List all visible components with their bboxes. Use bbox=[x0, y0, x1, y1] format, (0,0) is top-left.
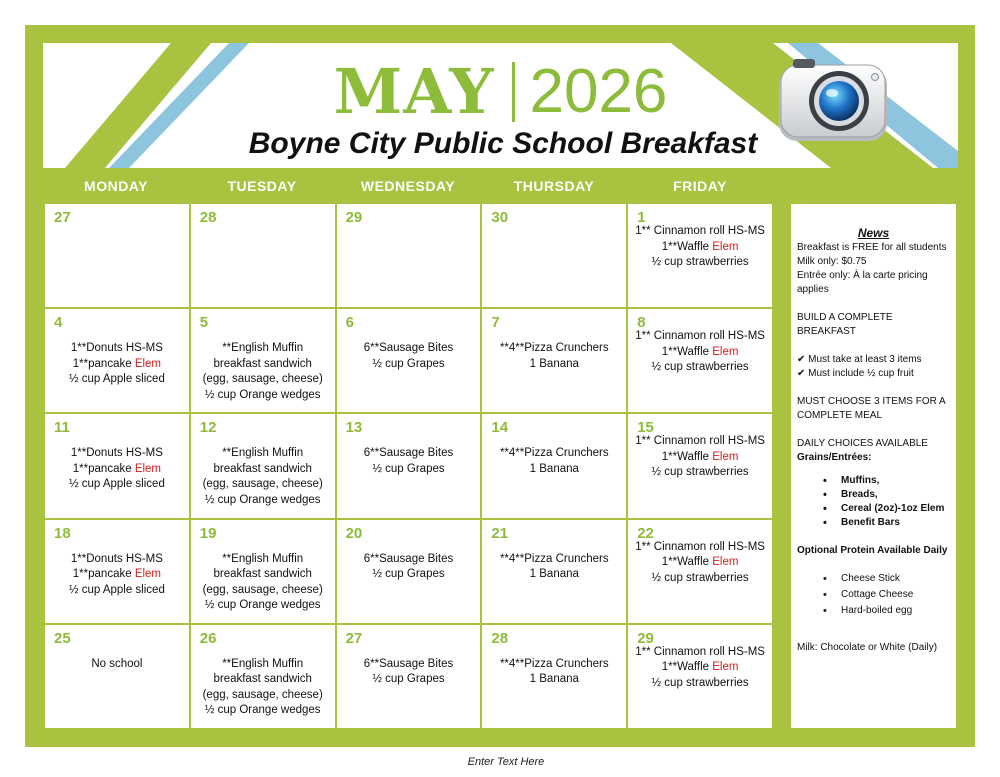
menu-line: 6**Sausage Bites bbox=[363, 447, 454, 460]
news-protein-heading: Optional Protein Available Daily bbox=[797, 545, 948, 556]
menu-items bbox=[482, 552, 626, 583]
menu-line: 1**Waffle Elem bbox=[661, 556, 739, 569]
day-number: 21 bbox=[491, 524, 509, 542]
menu-line: 6**Sausage Bites bbox=[363, 657, 454, 670]
menu-items bbox=[191, 657, 335, 719]
menu-items bbox=[191, 341, 335, 403]
calendar-day-cell bbox=[628, 625, 774, 730]
menu-items bbox=[337, 657, 481, 688]
calendar-day-cell bbox=[482, 309, 628, 414]
day-number: 25 bbox=[54, 629, 71, 647]
menu-line: 1**pancake Elem bbox=[72, 462, 162, 475]
news-daily-choices: DAILY CHOICES AVAILABLE bbox=[797, 438, 928, 449]
weekday-monday: MONDAY bbox=[84, 178, 148, 194]
calendar-day-cell bbox=[45, 414, 191, 519]
menu-line: ½ cup Apple sliced bbox=[68, 478, 165, 491]
grain-item: • Cereal (2oz)-1oz Elem bbox=[797, 502, 950, 516]
menu-line: ½ cup Grapes bbox=[372, 568, 445, 581]
menu-items bbox=[45, 657, 189, 673]
menu-line: 1**Waffle Elem bbox=[661, 240, 739, 253]
news-milk-only: Milk only: $0.75 bbox=[797, 256, 867, 267]
grains-list bbox=[797, 474, 950, 530]
menu-items bbox=[628, 645, 772, 692]
news-entree-only: Entrée only: À la carte pricing applies bbox=[797, 270, 928, 295]
calendar-day-cell bbox=[191, 625, 337, 730]
menu-line: breakfast sandwich bbox=[213, 568, 312, 581]
menu-line: 6**Sausage Bites bbox=[363, 342, 454, 355]
day-number: 22 bbox=[637, 524, 654, 542]
calendar-day-cell bbox=[45, 204, 191, 309]
page-subtitle: Boyne City Public School Breakfast bbox=[248, 127, 758, 160]
menu-line: 1 Banana bbox=[529, 568, 579, 581]
news-title: News bbox=[857, 226, 890, 240]
day-number: 28 bbox=[199, 209, 217, 226]
menu-line: 1**Donuts HS-MS bbox=[70, 342, 163, 355]
menu-line: ½ cup strawberries bbox=[651, 256, 749, 268]
calendar-day-cell bbox=[337, 625, 483, 730]
weekday-tuesday: TUESDAY bbox=[227, 178, 297, 194]
calendar-day-cell bbox=[45, 309, 191, 414]
day-number: 20 bbox=[345, 524, 363, 542]
menu-line: 1** Cinnamon roll HS-MS bbox=[635, 645, 765, 658]
calendar-day-cell bbox=[482, 625, 628, 730]
menu-items bbox=[628, 329, 772, 376]
calendar-day-cell bbox=[482, 414, 628, 519]
day-number: 27 bbox=[345, 629, 363, 647]
calendar-day-cell bbox=[628, 414, 774, 519]
menu-line: 1**Waffle Elem bbox=[661, 661, 739, 674]
day-number: 29 bbox=[345, 209, 363, 226]
news-free-line: Breakfast is FREE for all students bbox=[797, 242, 947, 253]
calendar-day-cell bbox=[337, 204, 483, 309]
menu-items bbox=[337, 446, 481, 477]
day-number: 30 bbox=[491, 209, 509, 226]
calendar-day-cell bbox=[45, 520, 191, 625]
weekday-header-row bbox=[43, 174, 773, 198]
day-number: 26 bbox=[199, 629, 217, 647]
weekday-friday: FRIDAY bbox=[673, 178, 727, 194]
menu-line: ½ cup Orange wedges bbox=[204, 388, 321, 401]
day-number: 14 bbox=[491, 419, 509, 437]
menu-line: ½ cup Grapes bbox=[372, 357, 445, 370]
news-build-heading: BUILD A COMPLETE BREAKFAST bbox=[797, 312, 893, 337]
calendar-day-cell bbox=[628, 520, 774, 625]
grain-item: • Benefit Bars bbox=[797, 516, 950, 530]
day-number: 5 bbox=[199, 314, 209, 332]
day-number: 8 bbox=[637, 314, 646, 332]
menu-line: ½ cup Apple sliced bbox=[68, 583, 165, 596]
calendar-day-cell bbox=[45, 625, 191, 730]
news-check-2: ✔ Must include ½ cup fruit bbox=[797, 368, 914, 379]
menu-line: 6**Sausage Bites bbox=[363, 552, 454, 565]
menu-line: 1** Cinnamon roll HS-MS bbox=[635, 225, 765, 237]
protein-item: • Hard-boiled egg bbox=[797, 604, 950, 618]
day-number: 28 bbox=[491, 629, 509, 647]
menu-items bbox=[45, 552, 189, 599]
menu-items bbox=[45, 446, 189, 493]
menu-items bbox=[628, 224, 772, 271]
calendar-grid bbox=[43, 202, 774, 730]
menu-line: 1** Cinnamon roll HS-MS bbox=[635, 435, 765, 448]
day-number: 6 bbox=[345, 314, 354, 332]
weekday-thursday: THURSDAY bbox=[513, 178, 595, 194]
menu-items bbox=[337, 341, 481, 372]
protein-item: • Cheese Stick bbox=[797, 572, 950, 586]
title-divider bbox=[512, 62, 515, 122]
menu-line: (egg, sausage, cheese) bbox=[202, 688, 323, 701]
calendar-day-cell bbox=[191, 520, 337, 625]
menu-line: 1**pancake Elem bbox=[72, 568, 162, 581]
calendar-day-cell bbox=[337, 520, 483, 625]
menu-line: **English Muffin bbox=[222, 657, 304, 670]
day-number: 11 bbox=[54, 419, 70, 437]
menu-line: breakfast sandwich bbox=[213, 462, 312, 475]
footer-text: Enter Text Here bbox=[467, 756, 545, 768]
grain-item: • Breads, bbox=[797, 488, 950, 502]
news-panel bbox=[789, 202, 958, 730]
menu-items bbox=[482, 657, 626, 688]
day-number: 29 bbox=[637, 629, 654, 647]
menu-line: ½ cup Grapes bbox=[372, 673, 445, 686]
menu-items bbox=[482, 446, 626, 477]
calendar-day-cell bbox=[482, 520, 628, 625]
menu-items bbox=[191, 446, 335, 508]
menu-line: ½ cup strawberries bbox=[651, 361, 749, 374]
menu-line: **English Muffin bbox=[222, 552, 304, 565]
calendar-day-cell bbox=[337, 414, 483, 519]
menu-line: breakfast sandwich bbox=[213, 357, 312, 370]
menu-line: ½ cup strawberries bbox=[651, 676, 749, 689]
menu-line: No school bbox=[91, 657, 143, 670]
menu-line: **English Muffin bbox=[222, 342, 304, 355]
menu-line: 1** Cinnamon roll HS-MS bbox=[635, 540, 765, 553]
menu-line: 1**pancake Elem bbox=[72, 357, 162, 370]
day-number: 7 bbox=[491, 314, 500, 332]
news-check-1: ✔ Must take at least 3 items bbox=[797, 354, 922, 365]
calendar-day-cell bbox=[628, 204, 774, 309]
day-number: 12 bbox=[199, 419, 217, 437]
menu-line: **English Muffin bbox=[222, 447, 304, 460]
calendar-day-cell bbox=[337, 309, 483, 414]
menu-items bbox=[191, 552, 335, 614]
protein-item: • Cottage Cheese bbox=[797, 588, 950, 602]
menu-line: ½ cup Orange wedges bbox=[204, 599, 321, 612]
menu-line: **4**Pizza Crunchers bbox=[499, 342, 609, 355]
year-label: 2026 bbox=[529, 57, 668, 126]
news-grains-heading: Grains/Entrées: bbox=[797, 452, 872, 463]
menu-line: **4**Pizza Crunchers bbox=[499, 552, 609, 565]
menu-line: (egg, sausage, cheese) bbox=[202, 583, 323, 596]
month-label: MAY bbox=[333, 55, 495, 128]
news-milk-line: Milk: Chocolate or White (Daily) bbox=[797, 642, 938, 653]
calendar-day-cell bbox=[191, 414, 337, 519]
menu-line: ½ cup Grapes bbox=[372, 462, 445, 475]
menu-line: ½ cup Apple sliced bbox=[68, 373, 165, 386]
menu-line: breakfast sandwich bbox=[213, 673, 312, 686]
menu-line: (egg, sausage, cheese) bbox=[202, 373, 323, 386]
menu-line: 1** Cinnamon roll HS-MS bbox=[635, 330, 765, 343]
menu-line: **4**Pizza Crunchers bbox=[499, 447, 609, 460]
menu-line: ½ cup strawberries bbox=[651, 466, 749, 479]
menu-line: 1**Donuts HS-MS bbox=[70, 552, 163, 565]
menu-line: 1**Waffle Elem bbox=[661, 345, 739, 358]
menu-line: (egg, sausage, cheese) bbox=[202, 478, 323, 491]
day-number: 18 bbox=[54, 524, 71, 542]
day-number: 15 bbox=[637, 419, 654, 437]
menu-line: 1 Banana bbox=[529, 673, 579, 686]
calendar-day-cell bbox=[628, 309, 774, 414]
calendar-day-cell bbox=[191, 204, 337, 309]
camera-icon bbox=[775, 53, 891, 147]
grain-item: • Muffins, bbox=[797, 474, 950, 488]
calendar-day-cell bbox=[482, 204, 628, 309]
protein-list bbox=[797, 572, 950, 618]
news-must-choose: MUST CHOOSE 3 ITEMS FOR A COMPLETE MEAL bbox=[797, 396, 946, 421]
menu-line: 1 Banana bbox=[529, 462, 579, 475]
menu-items bbox=[628, 540, 772, 587]
menu-items bbox=[628, 434, 772, 481]
menu-line: **4**Pizza Crunchers bbox=[499, 657, 609, 670]
menu-line: ½ cup Orange wedges bbox=[204, 493, 321, 506]
calendar-day-cell bbox=[191, 309, 337, 414]
day-number: 1 bbox=[637, 209, 646, 226]
menu-items bbox=[45, 341, 189, 388]
calendar-header bbox=[43, 43, 958, 168]
menu-line: ½ cup Orange wedges bbox=[204, 704, 321, 717]
menu-items bbox=[482, 341, 626, 372]
day-number: 4 bbox=[54, 314, 63, 332]
day-number: 27 bbox=[54, 209, 71, 226]
menu-line: 1**Waffle Elem bbox=[661, 450, 739, 463]
menu-line: 1**Donuts HS-MS bbox=[70, 447, 163, 460]
menu-items bbox=[337, 552, 481, 583]
day-number: 13 bbox=[345, 419, 363, 437]
weekday-wednesday: WEDNESDAY bbox=[360, 178, 456, 194]
menu-line: ½ cup strawberries bbox=[651, 571, 749, 584]
day-number: 19 bbox=[199, 524, 217, 542]
menu-line: 1 Banana bbox=[529, 357, 579, 370]
